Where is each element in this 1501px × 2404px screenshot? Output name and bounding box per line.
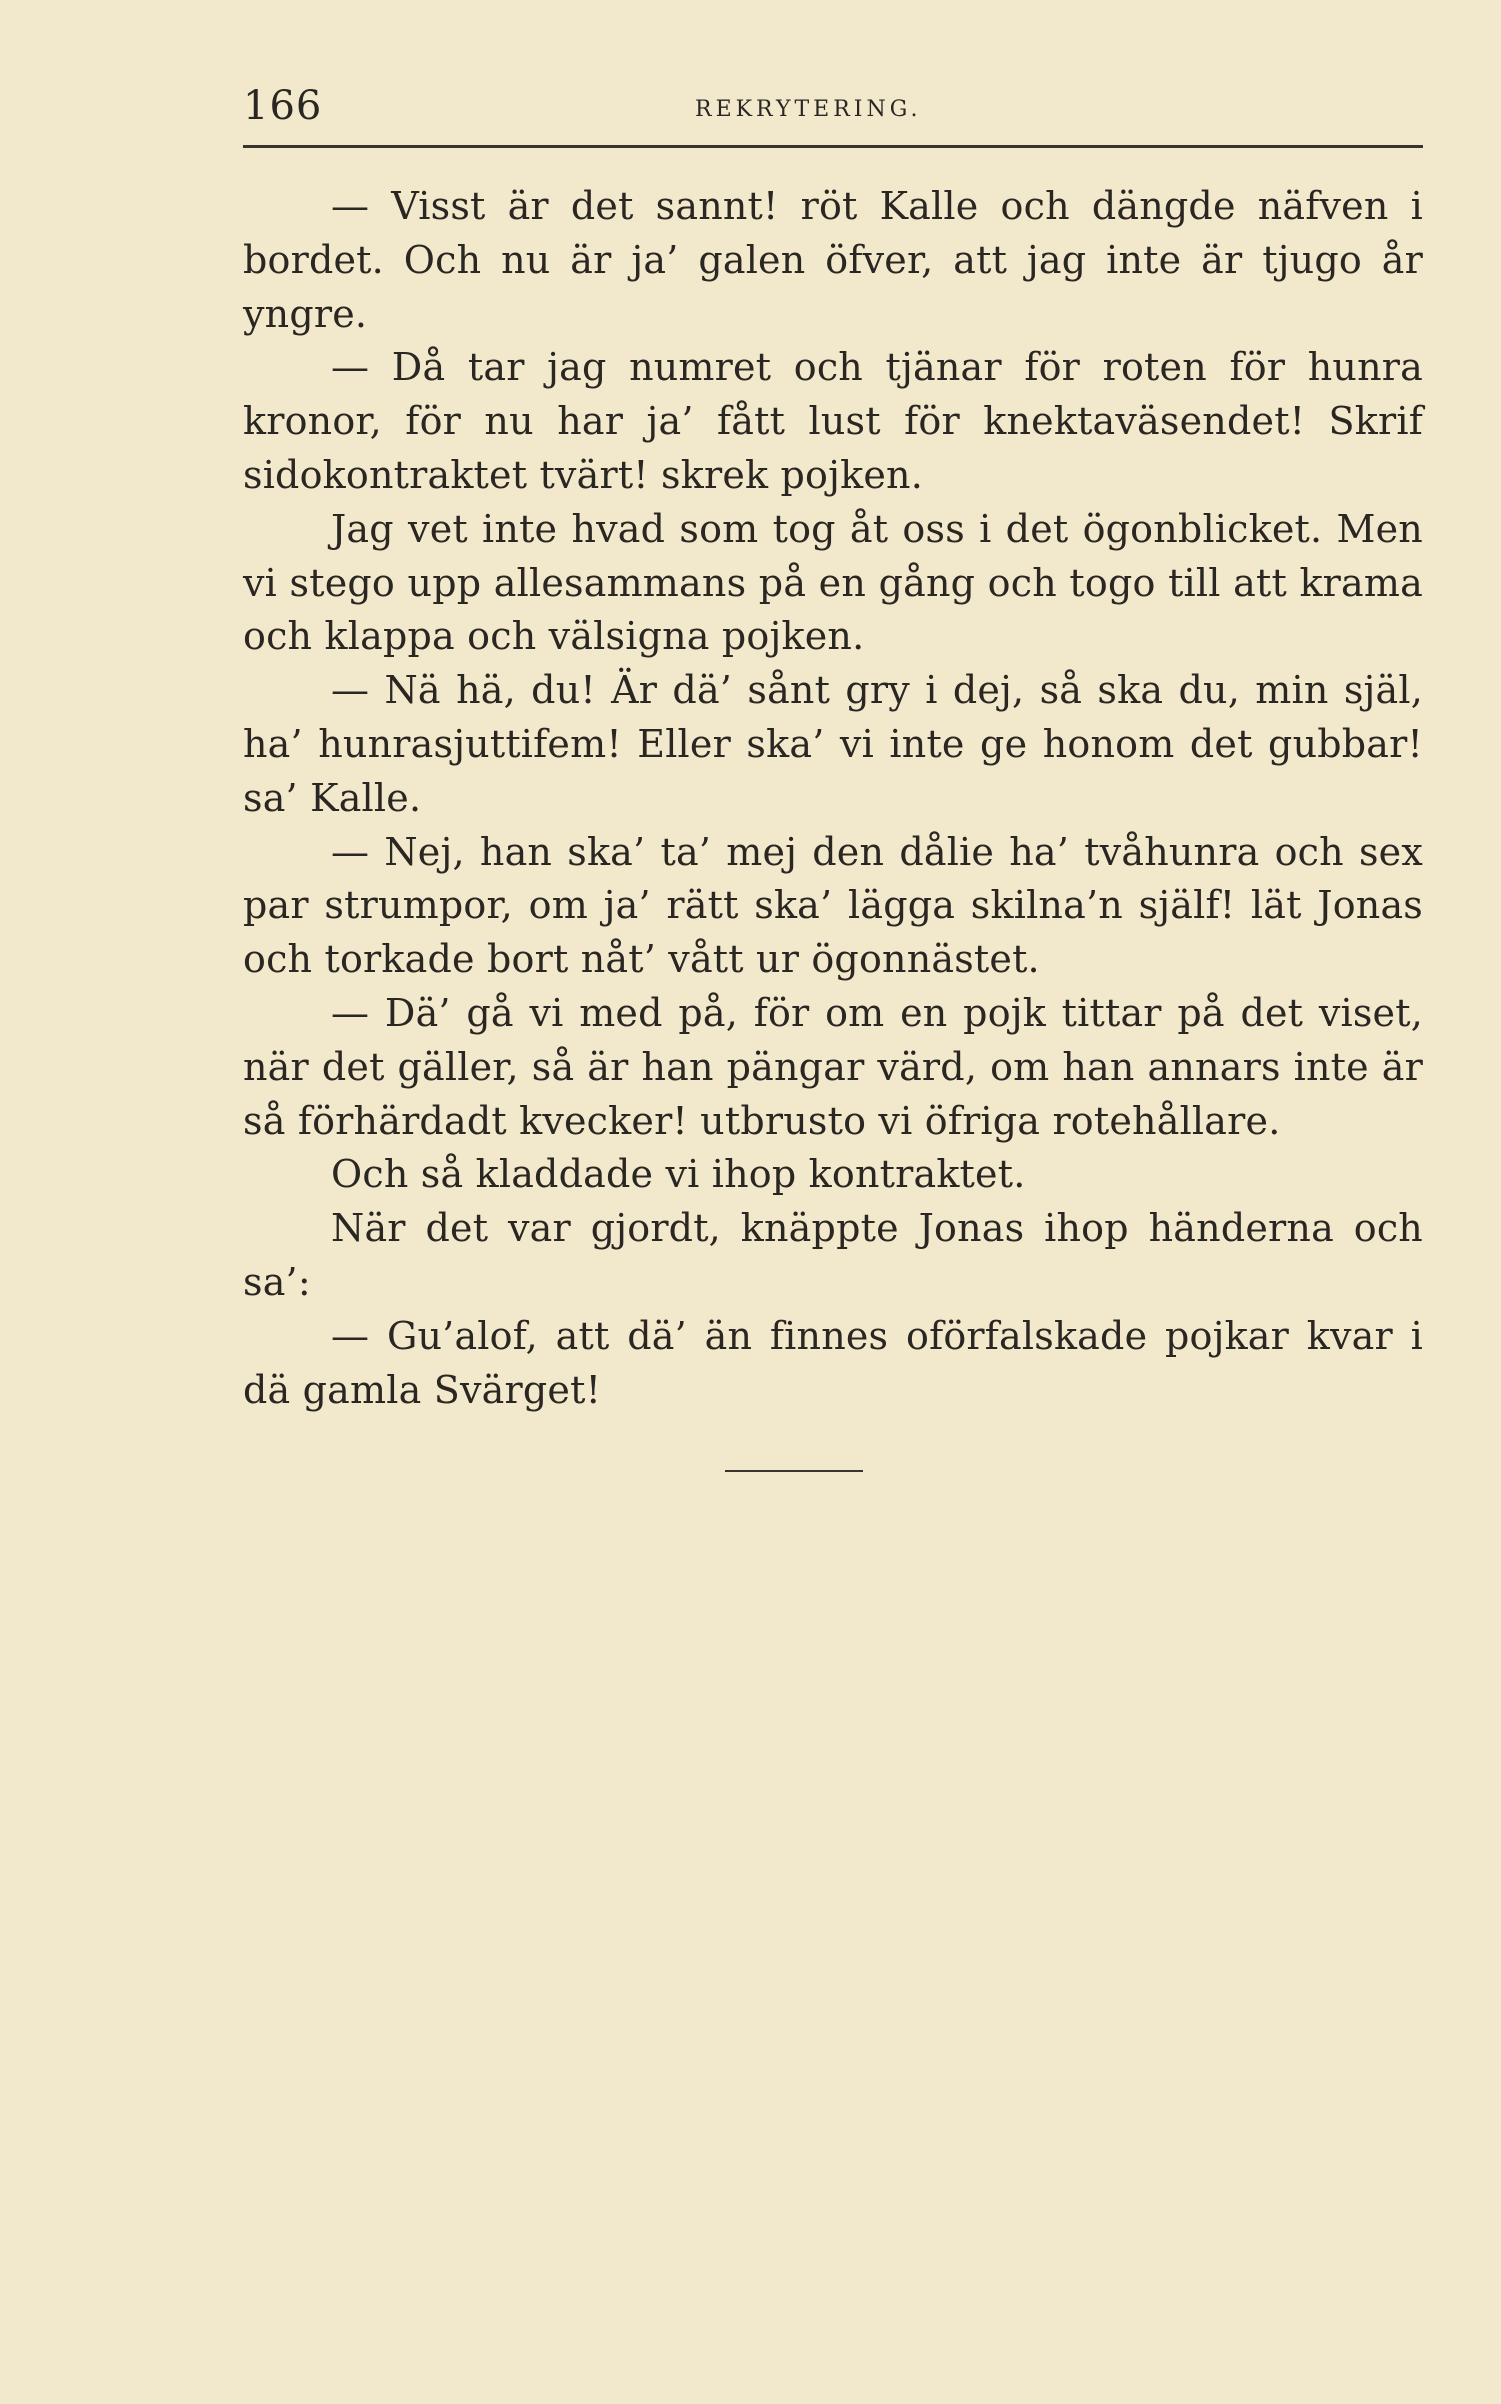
paragraph: — Gu’alof, att dä’ än finnes oförfalskade pojkar kvar i dä gamla Svärget!	[243, 1313, 1423, 1412]
paragraph: — Nej, han ska’ ta’ mej den dålie ha’ tvåhunra och sex par strumpor, om ja’ rätt ska’ lägga skilna’n själf! lät Jonas och torkade bort nåt’ vått ur ögonnästet.	[243, 829, 1423, 982]
running-title: REKRYTERING.	[695, 97, 922, 122]
paragraph: — Dä’ gå vi med på, för om en pojk tittar på det viset, när det gäller, så är han pängar värd, om han annars inte är så förhärdadt kvecker! utbrusto vi öfriga rotehållare.	[243, 990, 1423, 1143]
paragraph: — Då tar jag numret och tjänar för roten för hunra kronor, för nu har ja’ fått lust för knektaväsendet! Skrif sidokontraktet tvärt! skrek pojken.	[243, 345, 1423, 497]
section-end-rule	[725, 1470, 863, 1472]
body-text	[243, 180, 1423, 1417]
paragraph: Och så kladdade vi ihop kontraktet.	[331, 1152, 1026, 1197]
page-header	[243, 83, 1423, 143]
paragraph: — Visst är det sannt! röt Kalle och dängde näfven i bordet. Och nu är ja’ galen öfver, att jag inte är tjugo år yngre.	[243, 184, 1423, 336]
page-number: 166	[243, 83, 323, 129]
paragraph: Jag vet inte hvad som tog åt oss i det ögonblicket. Men vi stego upp allesammans på en gång och togo till att krama och klappa och välsigna pojken.	[243, 506, 1423, 659]
paragraph: När det var gjordt, knäppte Jonas ihop händerna och sa’:	[243, 1206, 1423, 1304]
paragraph: — Nä hä, du! Är dä’ sånt gry i dej, så ska du, min själ, ha’ hunrasjuttifem! Eller ska’ vi inte ge honom det gubbar! sa’ Kalle.	[243, 668, 1423, 820]
header-rule	[243, 145, 1423, 148]
